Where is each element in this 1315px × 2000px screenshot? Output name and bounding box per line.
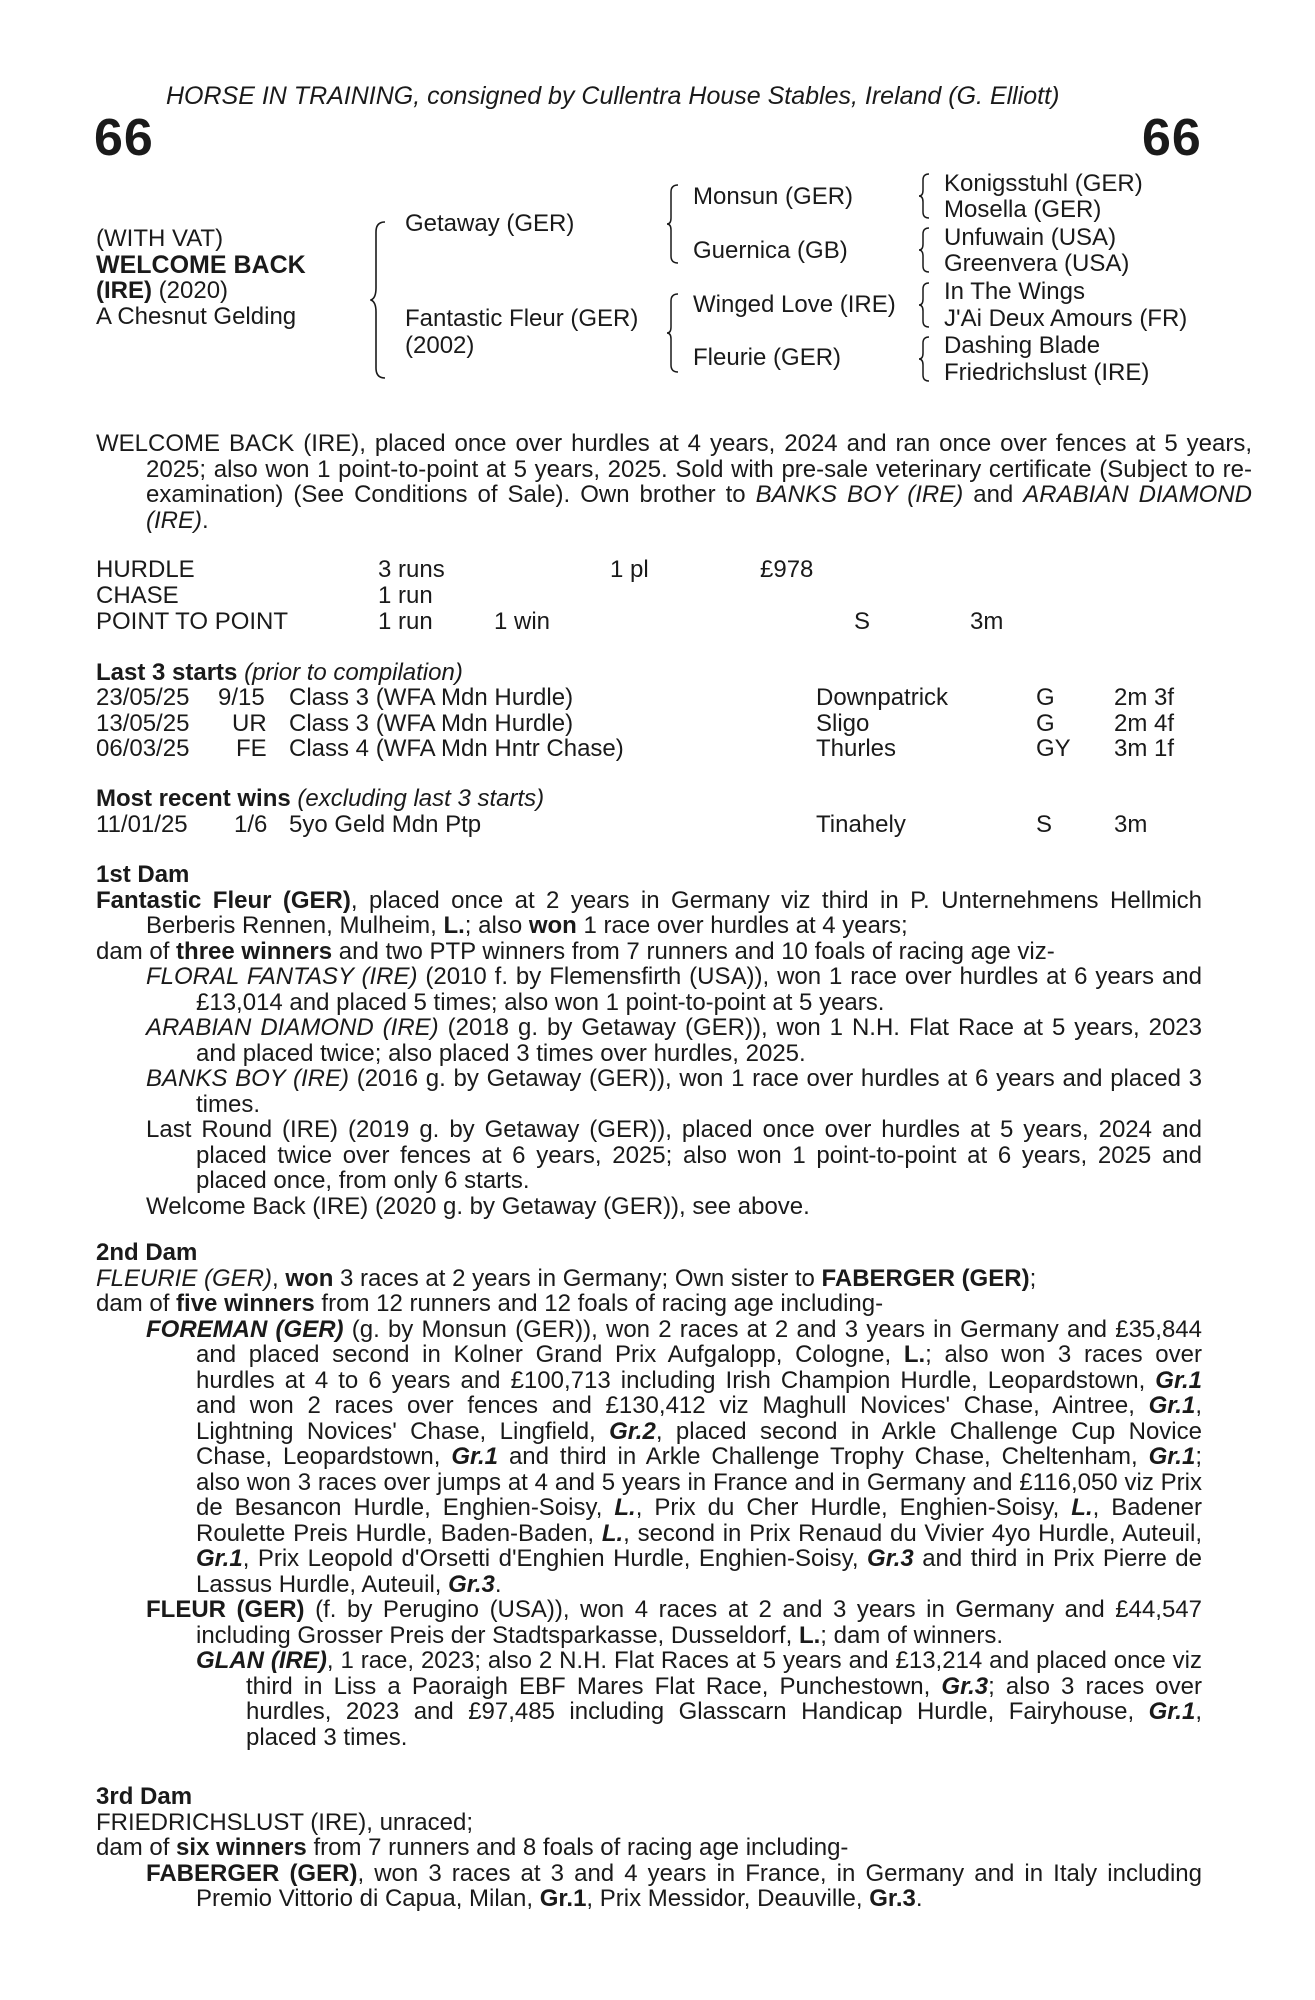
- group-1-mark: Gr.1: [1148, 1443, 1196, 1470]
- first-dam-produce-line: [96, 939, 1202, 965]
- summary-paragraph: [96, 431, 1252, 533]
- dam-of-rest: from 7 runners and 8 foals of racing age including-: [306, 1834, 849, 1861]
- group-1-mark: Gr.1: [1155, 1366, 1202, 1394]
- group-1-mark: Gr.1: [1148, 1698, 1196, 1725]
- pedigree-brace-ds: [918, 281, 932, 329]
- win-going: S: [1036, 811, 1053, 838]
- second-dam-name: FLEURIE (GER): [96, 1264, 273, 1292]
- brother-banks-boy: BANKS BOY (IRE): [755, 481, 964, 508]
- pedigree-dd-dam: Friedrichslust (IRE): [944, 359, 1150, 386]
- foal-entry: Welcome Back (IRE) (2020 g. by Getaway (GER)), see above.: [146, 1192, 810, 1220]
- lot-number-right: 66: [1142, 109, 1202, 167]
- record-type: HURDLE: [96, 556, 195, 583]
- foal-name: FLORAL FANTASY (IRE): [146, 963, 418, 990]
- start-course: Sligo: [816, 710, 870, 737]
- brother-arabian-diamond: ARABIAN DIAMOND (IRE): [146, 481, 1252, 534]
- vat-note: (WITH VAT): [96, 225, 224, 252]
- group-1-mark: Gr.1: [1148, 1392, 1196, 1419]
- start-race: Class 4 (WFA Mdn Hntr Chase): [289, 735, 624, 762]
- record-distance: 3m: [970, 608, 1004, 635]
- start-date: 13/05/25: [96, 710, 190, 737]
- group-1-mark: Gr.1: [539, 1885, 587, 1912]
- group-1-mark: Gr.1: [196, 1545, 243, 1572]
- summary-end: .: [202, 506, 209, 534]
- winners-count: six winners: [176, 1834, 307, 1861]
- foal-text: , Prix du Cher Hurdle, Enghien-Soisy,: [635, 1494, 1072, 1521]
- start-distance: 2m 3f: [1114, 684, 1175, 711]
- pedigree-ds-sire: In The Wings: [944, 278, 1085, 305]
- last3-heading: Last 3 starts: [96, 659, 238, 686]
- foal-name: BANKS BOY (IRE): [146, 1065, 350, 1092]
- pedigree-ss-sire: Konigsstuhl (GER): [944, 170, 1143, 197]
- winners-count: three winners: [176, 937, 333, 965]
- start-position: 9/15: [218, 684, 265, 711]
- foal-entry-fleur: [96, 1597, 1202, 1648]
- second-dam-text: 3 races at 2 years in Germany; Own sister to: [333, 1264, 822, 1292]
- second-dam-text: ;: [1029, 1264, 1037, 1292]
- pedigree-brace-dd: [918, 335, 932, 383]
- start-date: 06/03/25: [96, 735, 190, 762]
- first-dam-paragraph: [96, 888, 1202, 939]
- horse-description: A Chesnut Gelding: [96, 303, 297, 330]
- group-3-mark: Gr.3: [941, 1672, 989, 1700]
- record-runs: 1 run: [378, 608, 433, 635]
- winners-count: five winners: [176, 1290, 315, 1317]
- horse-origin: [96, 278, 228, 304]
- group-3-mark: Gr.3: [448, 1570, 495, 1598]
- pedigree-sd-sire: Unfuwain (USA): [944, 224, 1117, 251]
- second-dam-paragraph: [96, 1266, 1202, 1292]
- second-dam-section: [96, 1240, 1202, 1750]
- start-distance: 3m 1f: [1114, 735, 1175, 762]
- recent-wins-heading: Most recent wins: [96, 785, 291, 812]
- foal-text: , Prix Messidor, Deauville,: [586, 1885, 870, 1912]
- first-dam-text: 1 race over hurdles at 4 years;: [576, 912, 908, 939]
- pedigree-sire: Getaway (GER): [405, 210, 575, 237]
- dam-of-rest: from 12 runners and 12 foals of racing age including-: [314, 1290, 884, 1317]
- foal-text: ; also 3 races over hurdles, 2023 and £97,485 including Glasscarn Handicap Hurdle, Fairyhouse,: [246, 1672, 1202, 1725]
- foal-entry: [96, 1015, 1202, 1066]
- start-race: Class 3 (WFA Mdn Hurdle): [289, 684, 574, 711]
- foal-name: FABERGER (GER): [146, 1859, 358, 1887]
- record-runs: 1 run: [378, 582, 433, 609]
- win-date: 11/01/25: [96, 811, 188, 838]
- summary-and: and: [963, 481, 1024, 508]
- third-dam-heading: 3rd Dam: [96, 1783, 193, 1810]
- pedigree-sire-sire: Monsun (GER): [693, 183, 854, 210]
- start-date: 23/05/25: [96, 684, 190, 711]
- summary-text: WELCOME BACK (IRE), placed once over hurdles at 4 years, 2024 and ran once over fences at 5 years, 2025; also won 1 point-to-point at 5 years, 2025. Sold with pre-sale veterinary certificate (Subject to re-examination) (See Conditions of Sale). Own brother to: [96, 430, 1252, 508]
- pedigree-sire-dam: Guernica (GB): [693, 237, 848, 264]
- win-position: 1/6: [234, 811, 268, 838]
- listed-mark: L.: [601, 1519, 624, 1547]
- first-dam-section: [96, 862, 1202, 1219]
- horse-name: WELCOME BACK: [96, 251, 306, 279]
- pedigree-brace-ss: [918, 172, 932, 220]
- won-label: won: [528, 912, 577, 939]
- group-1-mark: Gr.1: [451, 1443, 499, 1470]
- pedigree-brace-dam: [666, 292, 682, 374]
- pedigree-dam-year: (2002): [405, 332, 475, 359]
- foal-text: , placed second in Arkle Challenge Cup Novice Chase, Leopardstown,: [196, 1417, 1202, 1470]
- pedigree-dam-sire: Winged Love (IRE): [693, 291, 896, 318]
- start-going: GY: [1036, 735, 1071, 762]
- foal-text: (f. by Perugino (USA)), won 4 races at 2 and 3 years in Germany and £44,547 including Grosser Preis der Stadtsparkasse, Dusseldorf,: [196, 1596, 1203, 1649]
- record-placed: 1 pl: [610, 556, 649, 583]
- second-dam-heading: 2nd Dam: [96, 1239, 198, 1266]
- horse-country: (IRE): [96, 277, 152, 304]
- foal-text: , Prix Leopold d'Orsetti d'Enghien Hurdle, Enghien-Soisy,: [242, 1545, 868, 1572]
- recent-wins-note: (excluding last 3 starts): [297, 785, 545, 812]
- first-dam-heading: 1st Dam: [96, 861, 190, 888]
- foal-entry: [96, 1066, 1202, 1117]
- listed-mark: L.: [614, 1494, 636, 1521]
- first-dam-text: ; also: [464, 912, 529, 939]
- foal-entry-glan: [96, 1648, 1202, 1750]
- start-race: Class 3 (WFA Mdn Hurdle): [289, 710, 574, 737]
- pedigree-ds-dam: J'Ai Deux Amours (FR): [944, 305, 1188, 332]
- foal-name: GLAN (IRE): [196, 1647, 327, 1674]
- first-dam-text: , placed once at 2 years in Germany viz third in P. Unternehmens Hellmich Berberis Rennen, Mulheim,: [146, 886, 1202, 939]
- foal-entry-faberger: [96, 1861, 1202, 1912]
- foal-name: FOREMAN (GER): [146, 1315, 344, 1343]
- pedigree-sd-dam: Greenvera (USA): [944, 250, 1130, 277]
- win-race: 5yo Geld Mdn Ptp: [289, 811, 482, 838]
- third-dam-name: FRIEDRICHSLUST (IRE), unraced;: [96, 1808, 473, 1836]
- foal-text: (g. by Monsun (GER)), won 2 races at 2 and 3 years in Germany and £35,844 and placed second in Kolner Grand Prix Aufgalopp, Cologne,: [196, 1315, 1202, 1368]
- record-going: S: [854, 608, 871, 635]
- dam-of-label: dam of: [96, 937, 177, 965]
- foal-text: .: [915, 1885, 923, 1912]
- foal-text: ; also won 3 races over jumps at 4 and 5 years in France and in Germany and £116,050 viz Prix de Besancon Hurdle, Enghien-Soisy,: [196, 1443, 1202, 1521]
- foal-text: (2016 g. by Getaway (GER)), won 1 race over hurdles at 6 years and placed 3 times.: [196, 1065, 1202, 1118]
- dam-of-rest: and two PTP winners from 7 runners and 10 foals of racing age viz-: [332, 937, 1055, 965]
- won-label: won: [285, 1264, 334, 1292]
- start-course: Downpatrick: [816, 684, 949, 711]
- record-runs: 3 runs: [378, 556, 445, 583]
- last3-note: (prior to compilation): [244, 659, 463, 686]
- start-position: UR: [232, 710, 267, 737]
- pedigree-brace-sd: [918, 226, 932, 274]
- page-header: HORSE IN TRAINING, consigned by Cullentra House Stables, Ireland (G. Elliott): [166, 82, 1060, 110]
- last3-heading-line: [96, 660, 463, 686]
- win-course: Tinahely: [816, 811, 906, 838]
- lot-number-left: 66: [94, 109, 154, 167]
- pedigree-dam-dam: Fleurie (GER): [693, 344, 842, 371]
- record-prize: £978: [760, 556, 814, 583]
- foal-entry: [96, 964, 1202, 1015]
- pedigree-dam: Fantastic Fleur (GER): [405, 305, 639, 332]
- group-3-mark: Gr.3: [869, 1885, 916, 1912]
- foal-text: , placed 3 times.: [246, 1698, 1202, 1751]
- recent-wins-heading-line: [96, 786, 544, 812]
- win-distance: 3m: [1114, 811, 1148, 838]
- foal-text: , 1 race, 2023; also 2 N.H. Flat Races at 5 years and £13,214 and placed once viz third in Liss a Paoraigh EBF Mares Flat Race, Punchestown,: [246, 1647, 1202, 1700]
- first-dam-name: Fantastic Fleur (GER): [96, 886, 351, 914]
- own-sister-name: FABERGER (GER): [821, 1264, 1030, 1292]
- foal-text: and won 2 races over fences and £130,412 viz Maghull Novices' Chase, Aintree,: [196, 1392, 1149, 1419]
- second-dam-produce-line: [96, 1291, 1202, 1317]
- foal-entry-foreman: FOREMAN (GER) (g. by Monsun (GER)), won 2 races at 2 and 3 years in Germany and £35,844 and placed second in Kolner Grand Prix Aufgalopp, Cologne, L.; also won 3 races over hurdles at 4 to 6 years and £100,713 including Irish Champion Hurdle, Leopardstown, Gr.1 and won 2 races over fences and £130,412 viz Maghull Novices' Chase, Aintree, Gr.1, Lightning Novices' Chase, Lingfield, Gr.2, placed second in Arkle Challenge Cup Novice Chase, Leopardstown, Gr.1 and third in Arkle Challenge Trophy Chase, Cheltenham, Gr.1; also won 3 races over jumps at 4 and 5 years in France and in Germany and £116,050 viz Prix de Besancon Hurdle, Enghien-Soisy, L., Prix du Cher Hurdle, Enghien-Soisy, L., Badener Roulette Preis Hurdle, Baden-Baden, L., second in Prix Renaud du Vivier 4yo Hurdle, Auteuil, Gr.1, Prix Leopold d'Orsetti d'Enghien Hurdle, Enghien-Soisy, Gr.3 and third in Prix Pierre de Lassus Hurdle, Auteuil, Gr.3.: [146, 1315, 1203, 1598]
- record-type: CHASE: [96, 582, 179, 609]
- listed-mark: L.: [1071, 1494, 1093, 1521]
- start-going: G: [1036, 684, 1055, 711]
- foal-text: (2018 g. by Getaway (GER)), won 1 N.H. Flat Race at 5 years, 2023 and placed twice; also placed 3 times over hurdles, 2025.: [196, 1014, 1202, 1067]
- dam-of-label: dam of: [96, 1834, 177, 1861]
- record-wins: 1 win: [494, 608, 551, 635]
- pedigree-ss-dam: Mosella (GER): [944, 196, 1102, 223]
- foal-name: FLEUR (GER): [146, 1596, 305, 1623]
- third-dam-produce-line: [96, 1835, 1202, 1861]
- pedigree-brace-sire: [666, 183, 682, 265]
- start-course: Thurles: [816, 735, 897, 762]
- foal-entry: Last Round (IRE) (2019 g. by Getaway (GER)), placed once over hurdles at 5 years, 2024 and placed twice over fences at 6 years, 2025; also won 1 point-to-point at 6 years, 2025 and placed once, from only 6 starts.: [146, 1116, 1202, 1194]
- start-position: FE: [236, 735, 267, 762]
- pedigree-dd-sire: Dashing Blade: [944, 332, 1101, 359]
- foal-text: , Lightning Novices' Chase, Lingfield,: [196, 1392, 1202, 1445]
- listed-mark: L.: [798, 1621, 821, 1649]
- listed-mark: L.: [443, 912, 465, 939]
- listed-mark: L.: [903, 1341, 926, 1368]
- foal-text: and third in Prix Pierre de Lassus Hurdle, Auteuil,: [196, 1545, 1203, 1598]
- foal-text: , Badener Roulette Preis Hurdle, Baden-Baden,: [196, 1494, 1203, 1547]
- foal-text: and third in Arkle Challenge Trophy Chase, Cheltenham,: [498, 1443, 1149, 1470]
- group-2-mark: Gr.2: [609, 1417, 656, 1445]
- foal-name: ARABIAN DIAMOND (IRE): [146, 1014, 439, 1041]
- record-type: POINT TO POINT: [96, 608, 289, 635]
- foal-text: , won 3 races at 3 and 4 years in France, in Germany and in Italy including Premio Vittorio di Capua, Milan,: [196, 1859, 1202, 1912]
- foal-text: ; dam of winners.: [820, 1621, 1004, 1649]
- group-3-mark: Gr.3: [867, 1545, 914, 1572]
- foal-text: , second in Prix Renaud du Vivier 4yo Hurdle, Auteuil,: [623, 1519, 1202, 1547]
- second-dam-text: ,: [272, 1264, 286, 1292]
- start-going: G: [1036, 710, 1055, 737]
- dam-of-label: dam of: [96, 1290, 177, 1317]
- third-dam-section: [96, 1784, 1202, 1912]
- foal-text: (2010 f. by Flemensfirth (USA)), won 1 race over hurdles at 6 years and £13,014 and placed 5 times; also won 1 point-to-point at 5 years.: [196, 963, 1202, 1016]
- start-distance: 2m 4f: [1114, 710, 1175, 737]
- foal-text: ; also won 3 races over hurdles at 4 to 6 years and £100,713 including Irish Champion Hurdle, Leopardstown,: [196, 1341, 1202, 1394]
- horse-year: (2020): [158, 277, 229, 304]
- pedigree-brace-main: [370, 220, 390, 380]
